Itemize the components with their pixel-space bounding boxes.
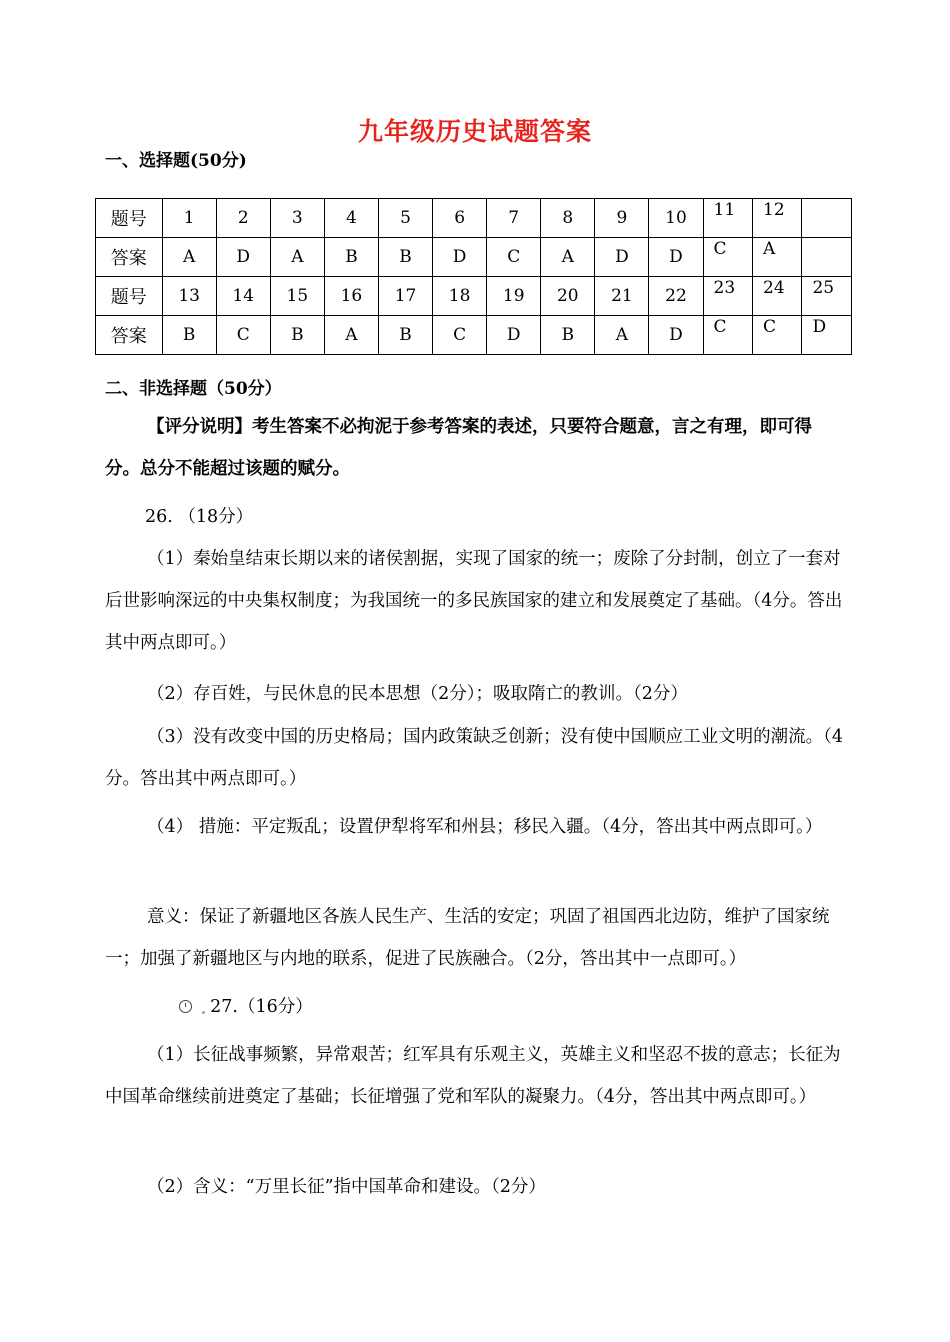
question-number-cell: 5: [378, 199, 432, 238]
table-row-label: 题号: [96, 277, 163, 316]
question-number-cell: 8: [541, 199, 595, 238]
clock-icon: [179, 1000, 192, 1013]
page-title: 九年级历史试题答案: [357, 117, 592, 146]
answer-cell: B: [378, 238, 432, 277]
question-number-cell: 6: [433, 199, 487, 238]
answer-cell: B: [378, 316, 432, 355]
table-row: [96, 238, 852, 277]
answer-cell: A: [753, 238, 802, 277]
answer-cell: [802, 238, 852, 277]
question-number-cell: 13: [162, 277, 216, 316]
answer-cell: B: [324, 238, 378, 277]
answer-cell: D: [649, 238, 703, 277]
q26-answer-4: （4） 措施：平定叛乱；设置伊犁将军和州县；移民入疆。（4分，答出其中两点即可。）: [147, 817, 823, 837]
answer-cell: C: [216, 316, 270, 355]
q27-heading: 27.（16分）: [210, 997, 313, 1017]
question-number-cell: [802, 199, 852, 238]
question-number-cell: 18: [433, 277, 487, 316]
table-row: [96, 316, 852, 355]
answer-cell: B: [270, 316, 324, 355]
q27-answer-2: （2）含义：“万里长征”指中国革命和建设。（2分）: [147, 1177, 546, 1197]
question-number-cell: 2: [216, 199, 270, 238]
question-number-cell: 9: [595, 199, 649, 238]
question-number-cell: 10: [649, 199, 703, 238]
answer-cell: D: [487, 316, 541, 355]
q26-significance: 意义：保证了新疆地区各族人民生产、生活的安定；巩固了祖国西北边防，维护了国家统一；加强了新疆地区与内地的联系，促进了民族融合。（2分，答出其中一点即可。）: [105, 907, 830, 969]
q26-heading: 26. （18分）: [145, 507, 254, 527]
question-number-cell: 4: [324, 199, 378, 238]
answer-cell: B: [541, 316, 595, 355]
table-row: [96, 199, 852, 238]
mark-dot-icon: [202, 1011, 205, 1014]
answer-cell: C: [753, 316, 802, 355]
answer-cell: D: [802, 316, 852, 355]
question-number-cell: 20: [541, 277, 595, 316]
grading-note: 【评分说明】考生答案不必拘泥于参考答案的表述，只要符合题意，言之有理，即可得分。总分不能超过该题的赋分。: [105, 417, 812, 479]
q26-answer-3: （3）没有改变中国的历史格局；国内政策缺乏创新；没有使中国顺应工业文明的潮流。（4分。答出其中两点即可。）: [105, 727, 844, 789]
answer-cell: D: [595, 238, 649, 277]
question-number-cell: 24: [753, 277, 802, 316]
question-number-cell: 7: [487, 199, 541, 238]
question-number-cell: 25: [802, 277, 852, 316]
question-number-cell: 19: [487, 277, 541, 316]
table-row-label: 题号: [96, 199, 163, 238]
question-number-cell: 1: [162, 199, 216, 238]
question-number-cell: 11: [703, 199, 752, 238]
answer-cell: A: [595, 316, 649, 355]
table-row-label: 答案: [96, 238, 163, 277]
answer-cell: B: [162, 316, 216, 355]
answer-cell: C: [703, 316, 752, 355]
table-row: [96, 277, 852, 316]
question-number-cell: 21: [595, 277, 649, 316]
answer-cell: A: [270, 238, 324, 277]
question-number-cell: 14: [216, 277, 270, 316]
answer-cell: A: [541, 238, 595, 277]
q26-answer-1: （1）秦始皇结束长期以来的诸侯割据，实现了国家的统一；废除了分封制，创立了一套对后世影响深远的中央集权制度；为我国统一的多民族国家的建立和发展奠定了基础。（4分。答出其中两点即可。）: [105, 549, 843, 653]
answer-cell: C: [487, 238, 541, 277]
question-number-cell: 17: [378, 277, 432, 316]
q27-answer-1: （1）长征战事频繁，异常艰苦；红军具有乐观主义，英雄主义和坚忍不拔的意志；长征为中国革命继续前进奠定了基础；长征增强了党和军队的凝聚力。（4分，答出其中两点即可。）: [105, 1045, 841, 1107]
answer-cell: A: [162, 238, 216, 277]
question-number-cell: 12: [753, 199, 802, 238]
answer-cell: D: [433, 238, 487, 277]
answer-cell: C: [433, 316, 487, 355]
question-number-cell: 22: [649, 277, 703, 316]
section-nonchoice-heading: 二、非选择题（50分）: [105, 379, 282, 399]
answer-cell: C: [703, 238, 752, 277]
question-number-cell: 15: [270, 277, 324, 316]
section-choice-heading: 一、选择题(50分): [105, 151, 247, 171]
answer-cell: A: [324, 316, 378, 355]
answer-cell: D: [649, 316, 703, 355]
question-number-cell: 3: [270, 199, 324, 238]
answer-table: [95, 198, 852, 355]
table-row-label: 答案: [96, 316, 163, 355]
answer-cell: D: [216, 238, 270, 277]
q26-answer-2: （2）存百姓，与民休息的民本思想（2分）；吸取隋亡的教训。（2分）: [147, 684, 688, 704]
question-number-cell: 23: [703, 277, 752, 316]
question-number-cell: 16: [324, 277, 378, 316]
